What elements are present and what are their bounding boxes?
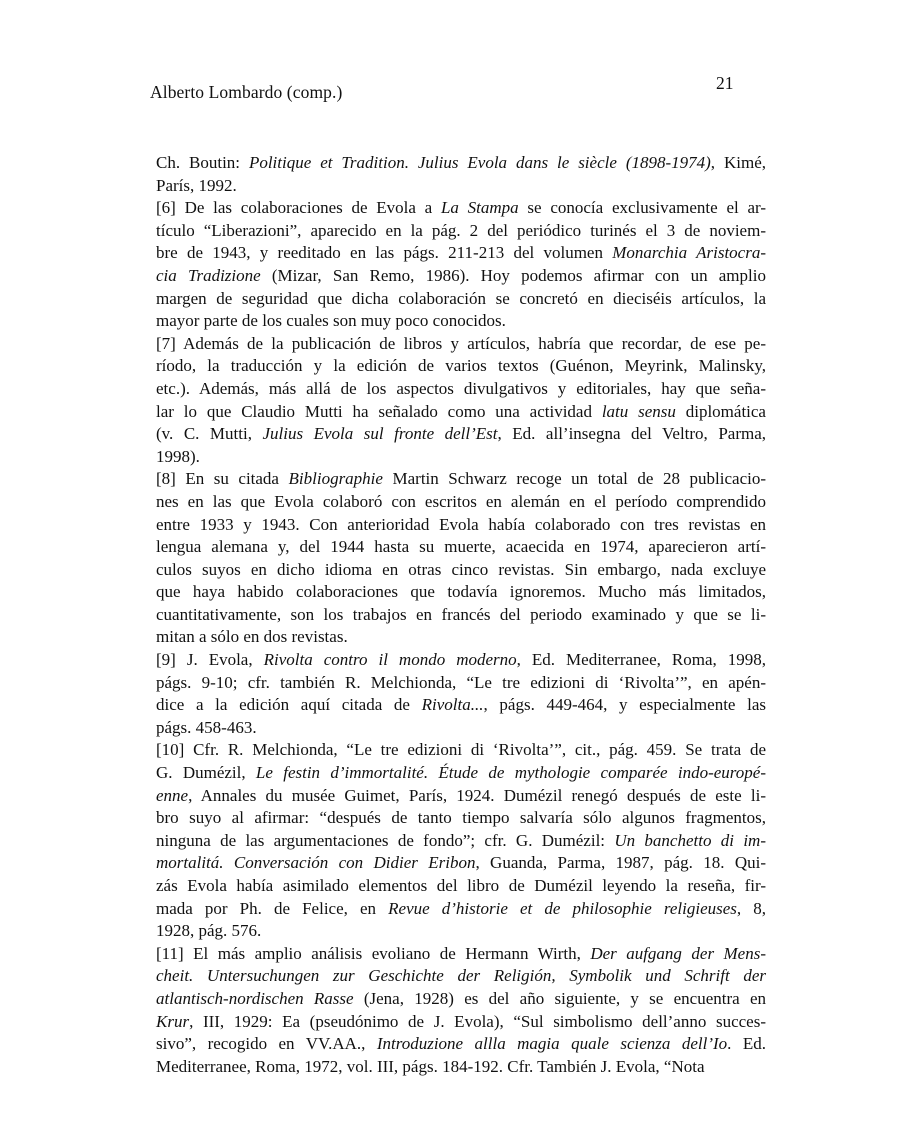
endnote-10 bbox=[156, 739, 766, 942]
text-run: ríodo, la traducción y la edición de varios textos (Guénon, Meyrink, Malinsky, bbox=[156, 356, 766, 376]
text-line bbox=[156, 920, 766, 943]
text-line bbox=[156, 898, 766, 921]
text-line bbox=[156, 446, 766, 469]
text-line bbox=[156, 1033, 766, 1056]
text-line bbox=[156, 175, 766, 198]
text-run: bre de 1943, y reeditado en las págs. 211-213 del volumen bbox=[156, 243, 613, 263]
italic-text: cia Tradizione bbox=[156, 265, 261, 285]
text-line bbox=[156, 739, 766, 762]
text-line bbox=[156, 197, 766, 220]
text-run: , págs. 449-464, y especialmente las bbox=[483, 695, 766, 715]
endnotes-body bbox=[156, 152, 766, 1078]
page-number: 21 bbox=[716, 73, 734, 93]
text-run: págs. 458-463. bbox=[156, 717, 257, 737]
text-line bbox=[156, 310, 766, 333]
text-run: [7] Además de la publicación de libros y artículos, habría que recordar, de ese pe- bbox=[156, 333, 766, 353]
text-run: Mediterranee, Roma, 1972, vol. III, págs. 184-192. Cfr. También J. Evola, “Nota bbox=[156, 1056, 705, 1076]
italic-text: Introduzione allla magia quale scienza dell’Io bbox=[376, 1034, 728, 1054]
text-run: [11] El más amplio análisis evoliano de Hermann Wirth, bbox=[156, 943, 591, 963]
text-line bbox=[156, 988, 766, 1011]
text-run: 1998). bbox=[156, 446, 200, 466]
text-run: G. Dumézil, bbox=[156, 763, 256, 783]
text-run: 1928, pág. 576. bbox=[156, 921, 262, 941]
text-run: (Mizar, San Remo, 1986). Hoy podemos afirmar con un amplio bbox=[260, 265, 766, 285]
italic-text: enne bbox=[156, 785, 189, 805]
text-line bbox=[156, 694, 766, 717]
text-run: , Ed. all’insegna del Veltro, Parma, bbox=[497, 424, 767, 444]
text-line bbox=[156, 785, 766, 808]
text-line bbox=[156, 536, 766, 559]
text-line bbox=[156, 672, 766, 695]
italic-text: mortalitá. Conversación con Didier Eribon bbox=[156, 853, 476, 873]
text-line bbox=[156, 378, 766, 401]
text-line bbox=[156, 1056, 766, 1079]
text-line bbox=[156, 965, 766, 988]
endnote-11 bbox=[156, 943, 766, 1079]
text-line bbox=[156, 401, 766, 424]
text-line bbox=[156, 649, 766, 672]
text-run: lengua alemana y, del 1944 hasta su muerte, acaecida en 1974, aparecieron artí- bbox=[156, 537, 766, 557]
running-header-author: Alberto Lombardo (comp.) bbox=[150, 82, 343, 102]
text-line bbox=[156, 491, 766, 514]
text-run: ninguna de las argumentaciones de fondo”; cfr. G. Dumézil: bbox=[156, 830, 615, 850]
text-line bbox=[156, 220, 766, 243]
text-run: diplomática bbox=[675, 401, 766, 421]
italic-text: Politique et Tradition. Julius Evola dans le siècle (1898-1974) bbox=[248, 153, 711, 172]
italic-text: Rivolta contro il mondo moderno bbox=[263, 650, 517, 670]
text-run: mitan a sólo en dos revistas. bbox=[156, 627, 348, 647]
text-run: margen de seguridad que dicha colaboración se concretó en dieciséis artículos, la bbox=[156, 288, 766, 308]
text-run: , III, 1929: Ea (pseudónimo de J. Evola), “Sul simbolismo dell’anno succes- bbox=[189, 1011, 766, 1031]
italic-text: Der aufgang der Mens- bbox=[590, 943, 767, 963]
text-line bbox=[156, 807, 766, 830]
text-run: págs. 9-10; cfr. también R. Melchionda, “Le tre edizioni di ‘Rivolta’”, en apén- bbox=[156, 672, 766, 692]
text-line bbox=[156, 514, 766, 537]
text-run: . Ed. bbox=[727, 1034, 766, 1054]
endnote-9 bbox=[156, 649, 766, 739]
text-line bbox=[156, 875, 766, 898]
italic-text: Krur bbox=[156, 1011, 190, 1031]
text-line bbox=[156, 1011, 766, 1034]
text-line bbox=[156, 626, 766, 649]
text-line bbox=[156, 559, 766, 582]
italic-text: Monarchia Aristocra- bbox=[612, 243, 766, 263]
text-run: (Jena, 1928) es del año siguiente, y se encuentra en bbox=[353, 988, 767, 1008]
italic-text: Rivolta... bbox=[421, 695, 484, 715]
text-run: Ch. Boutin: bbox=[156, 153, 249, 172]
text-run: , Kimé, bbox=[710, 153, 766, 172]
text-run: entre 1933 y 1943. Con anterioridad Evola había colaborado con tres revistas en bbox=[156, 514, 766, 534]
text-run: , 8, bbox=[736, 898, 767, 918]
text-run: bro suyo al afirmar: “después de tanto tiempo salvaría sólo algunos fragmentos, bbox=[156, 808, 766, 828]
text-run: (v. C. Mutti, bbox=[156, 424, 263, 444]
text-line bbox=[156, 852, 766, 875]
text-run: etc.). Además, más allá de los aspectos divulgativos y editoriales, hay que seña- bbox=[156, 378, 766, 398]
text-run: dice a la edición aquí citada de bbox=[156, 695, 422, 715]
text-run: cuantitativamente, son los trabajos en francés del periodo examinado y que se li- bbox=[156, 604, 766, 624]
italic-text: Julius Evola sul fronte dell’Est bbox=[262, 424, 498, 444]
italic-text: latu sensu bbox=[601, 401, 676, 421]
italic-text: Revue d’historie et de philosophie religieuses bbox=[388, 898, 737, 918]
text-line bbox=[156, 581, 766, 604]
text-run: nes en las que Evola colaboró con escritos en alemán en el período comprendido bbox=[156, 491, 766, 511]
endnote-continuation bbox=[156, 152, 766, 197]
text-run: zás Evola había asimilado elementos del libro de Dumézil leyendo la reseña, fir- bbox=[156, 876, 766, 895]
italic-text: Le festin d’immortalité. Étude de mythologie comparée indo-europé- bbox=[255, 763, 766, 783]
endnote-6 bbox=[156, 197, 766, 333]
text-run: tículo “Liberazioni”, aparecido en la pág. 2 del periódico turinés el 3 de noviem- bbox=[156, 220, 766, 240]
italic-text: Un banchetto di im- bbox=[614, 830, 766, 850]
text-line bbox=[156, 355, 766, 378]
text-run: Martin Schwarz recoge un total de 28 publicacio- bbox=[382, 469, 766, 489]
text-run: París, 1992. bbox=[156, 175, 237, 195]
text-line bbox=[156, 288, 766, 311]
text-line bbox=[156, 333, 766, 356]
text-run: [8] En su citada bbox=[156, 469, 289, 489]
text-line bbox=[156, 604, 766, 627]
text-run: sivo”, recogido en VV.AA., bbox=[156, 1034, 377, 1054]
text-run: , Ed. Mediterranee, Roma, 1998, bbox=[516, 650, 767, 670]
text-line bbox=[156, 152, 766, 175]
text-run: [6] De las colaboraciones de Evola a bbox=[156, 198, 441, 218]
italic-text: La Stampa bbox=[440, 198, 519, 218]
italic-text: cheit. Untersuchungen zur Geschichte der Religión, Symbolik und Schrift der bbox=[156, 966, 766, 986]
text-run: se conocía exclusivamente el ar- bbox=[518, 198, 766, 218]
text-run: [9] J. Evola, bbox=[156, 650, 264, 670]
text-line bbox=[156, 717, 766, 740]
italic-text: Bibliographie bbox=[288, 469, 383, 489]
text-run: mada por Ph. de Felice, en bbox=[156, 898, 389, 918]
italic-text: atlantisch-nordischen Rasse bbox=[156, 988, 354, 1008]
text-line bbox=[156, 265, 766, 288]
text-line bbox=[156, 762, 766, 785]
text-line bbox=[156, 468, 766, 491]
text-run: [10] Cfr. R. Melchionda, “Le tre edizioni di ‘Rivolta’”, cit., pág. 459. Se trata de bbox=[156, 740, 766, 760]
text-run: , Annales du musée Guimet, París, 1924. Dumézil renegó después de este li- bbox=[188, 785, 766, 805]
text-run: que haya habido colaboraciones que todavía ignoremos. Mucho más limitados, bbox=[156, 582, 766, 602]
text-run: culos suyos en dicho idioma en otras cinco revistas. Sin embargo, nada excluye bbox=[156, 559, 766, 579]
endnote-8 bbox=[156, 468, 766, 649]
endnote-7 bbox=[156, 333, 766, 469]
text-line bbox=[156, 423, 766, 446]
text-run: lar lo que Claudio Mutti ha señalado como una actividad bbox=[156, 401, 602, 421]
text-line bbox=[156, 943, 766, 966]
text-line bbox=[156, 242, 766, 265]
text-run: , Guanda, Parma, 1987, pág. 18. Qui- bbox=[475, 853, 766, 873]
text-line bbox=[156, 830, 766, 853]
text-run: mayor parte de los cuales son muy poco conocidos. bbox=[156, 311, 506, 331]
